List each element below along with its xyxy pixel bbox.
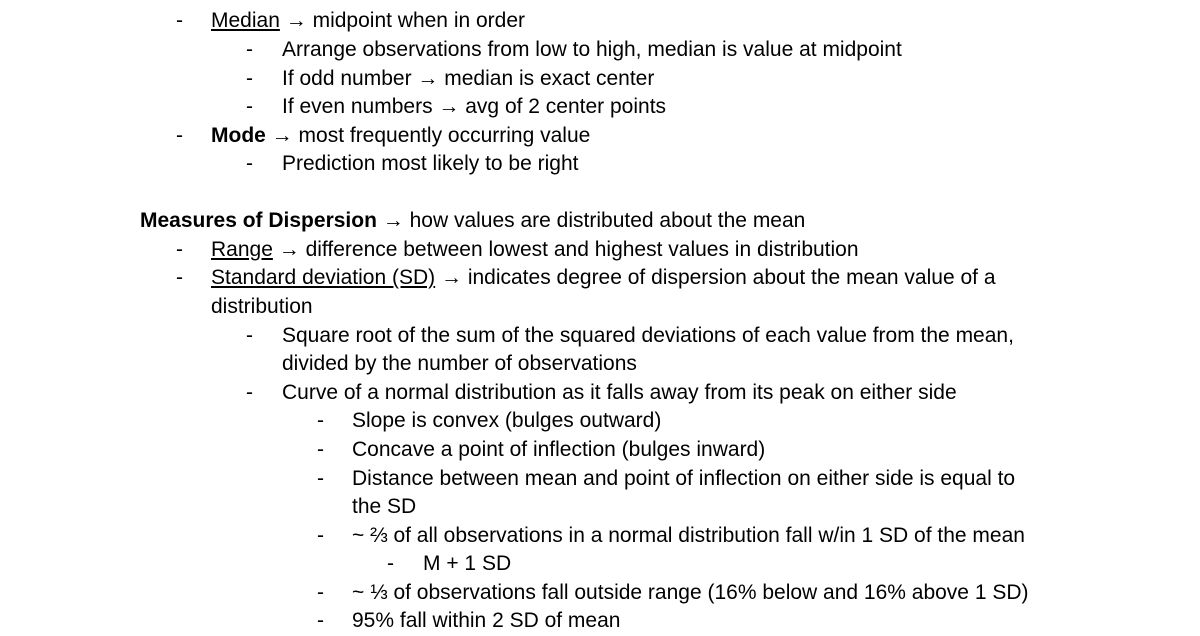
list-item: Square root of the sum of the squared deviations of each value from the mean, — [282, 324, 1014, 347]
bullet-dash: - — [317, 438, 324, 461]
list-item-sd — [211, 264, 996, 292]
mode-description: most frequently occurring value — [298, 124, 591, 147]
list-item: If even numbers → avg of 2 center points — [282, 95, 667, 118]
bullet-dash: - — [317, 467, 324, 490]
sd-term: Standard deviation (SD) — [211, 266, 436, 289]
median-term: Median — [211, 9, 280, 32]
bullet-dash: - — [246, 381, 253, 404]
list-item: 95% fall within 2 SD of mean — [352, 609, 621, 632]
list-item: M + 1 SD — [423, 552, 512, 575]
bullet-dash: - — [246, 95, 253, 118]
bullet-dash: - — [246, 152, 253, 175]
list-item-mode — [211, 122, 590, 150]
bullet-dash: - — [317, 581, 324, 604]
range-description: difference between lowest and highest values in distribution — [305, 238, 859, 261]
list-item: ~ ⅓ of observations fall outside range (16% below and 16% above 1 SD) — [352, 581, 1029, 604]
range-term: Range — [211, 238, 273, 261]
list-item-continued: the SD — [352, 495, 417, 518]
arrow: → — [440, 266, 462, 289]
arrow: → — [278, 238, 300, 261]
list-item: Slope is convex (bulges outward) — [352, 409, 662, 432]
section-heading — [140, 207, 805, 235]
list-item: If odd number → median is exact center — [282, 67, 655, 90]
bullet-dash: - — [317, 409, 324, 432]
arrow: → — [285, 9, 307, 32]
mode-term: Mode — [211, 124, 266, 147]
list-item: Arrange observations from low to high, median is value at midpoint — [282, 38, 902, 61]
arrow: → — [271, 124, 293, 147]
bullet-dash: - — [246, 38, 253, 61]
list-item-continued: divided by the number of observations — [282, 352, 637, 375]
dispersion-heading: Measures of Dispersion — [140, 209, 377, 232]
list-item: Concave a point of inflection (bulges inward) — [352, 438, 766, 461]
bullet-dash: - — [387, 552, 394, 575]
bullet-dash: - — [176, 124, 183, 147]
bullet-dash: - — [317, 524, 324, 547]
list-item: Prediction most likely to be right — [282, 152, 579, 175]
bullet-dash: - — [246, 67, 253, 90]
median-description: midpoint when in order — [312, 9, 526, 32]
dispersion-description: how values are distributed about the mean — [409, 209, 806, 232]
bullet-dash: - — [176, 238, 183, 261]
list-item: ~ ⅔ of all observations in a normal distribution fall w/in 1 SD of the mean — [352, 524, 1025, 547]
list-item-range — [211, 236, 859, 264]
bullet-dash: - — [317, 609, 324, 632]
sd-description: indicates degree of dispersion about the mean value of a — [467, 266, 996, 289]
bullet-dash: - — [176, 266, 183, 289]
list-item-median — [211, 7, 525, 35]
list-item: Distance between mean and point of inflection on either side is equal to — [352, 467, 1016, 490]
sd-description-continued: distribution — [211, 295, 313, 318]
bullet-dash: - — [246, 324, 253, 347]
bullet-dash: - — [176, 9, 183, 32]
arrow: → — [382, 209, 404, 232]
list-item: Curve of a normal distribution as it falls away from its peak on either side — [282, 381, 957, 404]
